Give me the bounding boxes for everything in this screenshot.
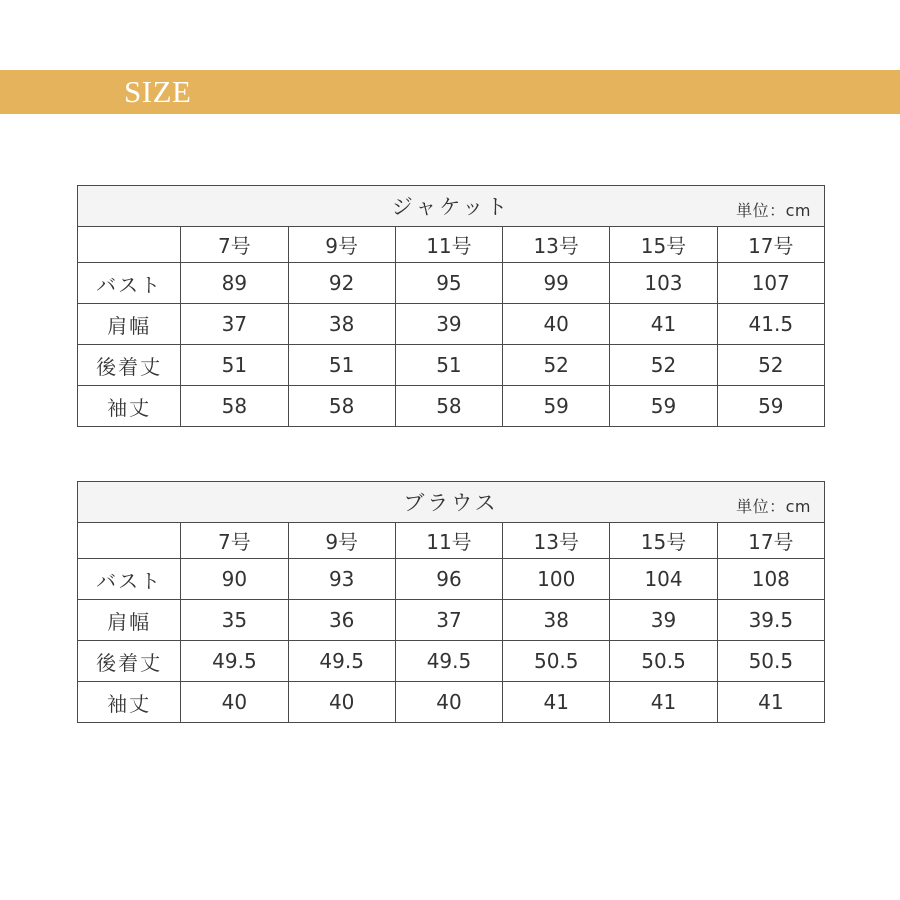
table-header-row bbox=[78, 227, 825, 263]
table-cell: 41.5 bbox=[717, 304, 824, 345]
table-cell: 52 bbox=[503, 345, 610, 386]
table-cell: 50.5 bbox=[503, 641, 610, 682]
table-cell: 99 bbox=[503, 263, 610, 304]
column-header: 11号 bbox=[395, 227, 502, 263]
unit-label: 単位：cm bbox=[736, 497, 811, 516]
table-cell: 40 bbox=[181, 682, 288, 723]
header-corner-cell bbox=[78, 227, 181, 263]
table-cell: 107 bbox=[717, 263, 824, 304]
jacket-size-table bbox=[77, 185, 825, 427]
table-cell: 58 bbox=[395, 386, 502, 427]
table-cell: 39 bbox=[610, 600, 717, 641]
table-cell: 52 bbox=[717, 345, 824, 386]
table-cell: 38 bbox=[503, 600, 610, 641]
table-cell: 52 bbox=[610, 345, 717, 386]
table-row bbox=[78, 304, 825, 345]
column-header: 13号 bbox=[503, 227, 610, 263]
table-cell: 51 bbox=[181, 345, 288, 386]
table-row bbox=[78, 263, 825, 304]
table-cell: 108 bbox=[717, 559, 824, 600]
table-row bbox=[78, 559, 825, 600]
table-cell: 89 bbox=[181, 263, 288, 304]
table-row bbox=[78, 345, 825, 386]
table-title: ジャケット bbox=[391, 195, 511, 219]
table-cell: 92 bbox=[288, 263, 395, 304]
table-cell: 93 bbox=[288, 559, 395, 600]
table-cell: 41 bbox=[717, 682, 824, 723]
row-label: 後着丈 bbox=[78, 345, 181, 386]
table-cell: 37 bbox=[181, 304, 288, 345]
table-cell: 40 bbox=[395, 682, 502, 723]
size-banner bbox=[0, 70, 900, 114]
table-cell: 96 bbox=[395, 559, 502, 600]
table-title-cell bbox=[78, 482, 825, 523]
table-cell: 58 bbox=[288, 386, 395, 427]
table-cell: 39 bbox=[395, 304, 502, 345]
table-cell: 50.5 bbox=[610, 641, 717, 682]
column-header: 7号 bbox=[181, 523, 288, 559]
table-cell: 41 bbox=[503, 682, 610, 723]
table-cell: 49.5 bbox=[288, 641, 395, 682]
row-label: 袖丈 bbox=[78, 386, 181, 427]
table-row bbox=[78, 600, 825, 641]
row-label: 肩幅 bbox=[78, 304, 181, 345]
table-cell: 40 bbox=[503, 304, 610, 345]
table-cell: 104 bbox=[610, 559, 717, 600]
table-cell: 49.5 bbox=[181, 641, 288, 682]
table-row bbox=[78, 386, 825, 427]
header-corner-cell bbox=[78, 523, 181, 559]
table-title-row bbox=[78, 186, 825, 227]
table-cell: 90 bbox=[181, 559, 288, 600]
table-cell: 51 bbox=[395, 345, 502, 386]
row-label: バスト bbox=[78, 559, 181, 600]
table-cell: 35 bbox=[181, 600, 288, 641]
table-header-row bbox=[78, 523, 825, 559]
banner-title: SIZE bbox=[124, 74, 192, 109]
table-cell: 49.5 bbox=[395, 641, 502, 682]
table-cell: 59 bbox=[610, 386, 717, 427]
table-cell: 95 bbox=[395, 263, 502, 304]
column-header: 17号 bbox=[717, 523, 824, 559]
column-header: 11号 bbox=[395, 523, 502, 559]
blouse-size-table bbox=[77, 481, 825, 723]
column-header: 7号 bbox=[181, 227, 288, 263]
table-row bbox=[78, 682, 825, 723]
row-label: バスト bbox=[78, 263, 181, 304]
table-cell: 50.5 bbox=[717, 641, 824, 682]
column-header: 15号 bbox=[610, 523, 717, 559]
table-title-row bbox=[78, 482, 825, 523]
column-header: 9号 bbox=[288, 227, 395, 263]
table-cell: 40 bbox=[288, 682, 395, 723]
table-cell: 41 bbox=[610, 304, 717, 345]
table-cell: 103 bbox=[610, 263, 717, 304]
row-label: 後着丈 bbox=[78, 641, 181, 682]
table-cell: 59 bbox=[503, 386, 610, 427]
column-header: 15号 bbox=[610, 227, 717, 263]
table-row bbox=[78, 641, 825, 682]
table-cell: 41 bbox=[610, 682, 717, 723]
column-header: 9号 bbox=[288, 523, 395, 559]
table-cell: 59 bbox=[717, 386, 824, 427]
table-cell: 38 bbox=[288, 304, 395, 345]
column-header: 17号 bbox=[717, 227, 824, 263]
table-cell: 100 bbox=[503, 559, 610, 600]
unit-label: 単位：cm bbox=[736, 201, 811, 220]
table-cell: 37 bbox=[395, 600, 502, 641]
table-cell: 39.5 bbox=[717, 600, 824, 641]
table-title: ブラウス bbox=[403, 491, 499, 515]
table-cell: 58 bbox=[181, 386, 288, 427]
table-cell: 51 bbox=[288, 345, 395, 386]
row-label: 肩幅 bbox=[78, 600, 181, 641]
table-cell: 36 bbox=[288, 600, 395, 641]
row-label: 袖丈 bbox=[78, 682, 181, 723]
column-header: 13号 bbox=[503, 523, 610, 559]
table-title-cell bbox=[78, 186, 825, 227]
